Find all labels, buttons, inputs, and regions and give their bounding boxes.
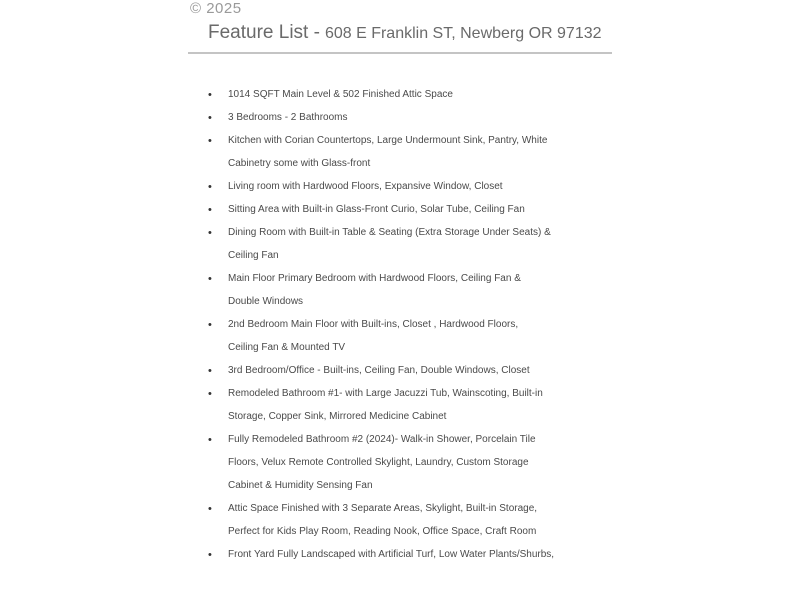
feature-text-line: Cabinet & Humidity Sensing Fan — [228, 480, 373, 491]
property-address: 608 E Franklin ST, Newberg OR 97132 — [324, 25, 602, 42]
feature-item — [205, 175, 565, 198]
feature-item — [205, 313, 565, 359]
feature-text-line: • Living room with Hardwood Floors, Expansive Window, Closet — [228, 181, 503, 192]
feature-text-line: • Remodeled Bathroom #1- with Large Jacuzzi Tub, Wainscoting, Built-in — [228, 388, 543, 399]
title-divider — [188, 52, 612, 54]
copyright-watermark: © 2025 — [190, 0, 242, 17]
feature-text-line: Ceiling Fan & Mounted TV — [228, 342, 346, 353]
feature-text-line: • 1014 SQFT Main Level & 502 Finished Attic Space — [228, 89, 453, 100]
feature-text-line: Floors, Velux Remote Controlled Skylight, Laundry, Custom Storage — [228, 457, 529, 468]
feature-item — [205, 129, 565, 175]
feature-list — [205, 83, 565, 566]
feature-text-line: • Attic Space Finished with 3 Separate Areas, Skylight, Built-in Storage, — [228, 503, 538, 514]
page-title — [208, 20, 602, 47]
feature-text-line: Cabinetry some with Glass-front — [228, 158, 371, 169]
feature-text-line: • 3 Bedrooms - 2 Bathrooms — [228, 112, 348, 123]
feature-text-line: • 3rd Bedroom/Office - Built-ins, Ceiling Fan, Double Windows, Closet — [228, 365, 530, 376]
feature-text-line: Perfect for Kids Play Room, Reading Nook, Office Space, Craft Room — [228, 526, 537, 537]
feature-text-line: • Kitchen with Corian Countertops, Large Undermount Sink, Pantry, White — [228, 135, 548, 146]
feature-text-line: • Main Floor Primary Bedroom with Hardwood Floors, Ceiling Fan & — [228, 273, 521, 284]
feature-item — [205, 382, 565, 428]
feature-item — [205, 428, 565, 497]
feature-text-line: Double Windows — [228, 296, 304, 307]
feature-text-line: • 2nd Bedroom Main Floor with Built-ins, Closet , Hardwood Floors, — [228, 319, 519, 330]
feature-item — [205, 497, 565, 543]
feature-text-line: • Fully Remodeled Bathroom #2 (2024)- Walk-in Shower, Porcelain Tile — [228, 434, 536, 445]
title-label: Feature List - — [208, 22, 320, 43]
feature-item — [205, 198, 565, 221]
feature-text-line: • Dining Room with Built-in Table & Seating (Extra Storage Under Seats) & — [228, 227, 551, 238]
feature-text-line: Ceiling Fan — [228, 250, 279, 261]
feature-item — [205, 106, 565, 129]
feature-text-line: Storage, Copper Sink, Mirrored Medicine Cabinet — [228, 411, 447, 422]
feature-text-line: • Front Yard Fully Landscaped with Artificial Turf, Low Water Plants/Shurbs, — [228, 549, 555, 560]
feature-item — [205, 359, 565, 382]
feature-item — [205, 267, 565, 313]
feature-item — [205, 83, 565, 106]
feature-item — [205, 221, 565, 267]
feature-text-line: • Sitting Area with Built-in Glass-Front Curio, Solar Tube, Ceiling Fan — [228, 204, 525, 215]
feature-item — [205, 543, 565, 566]
